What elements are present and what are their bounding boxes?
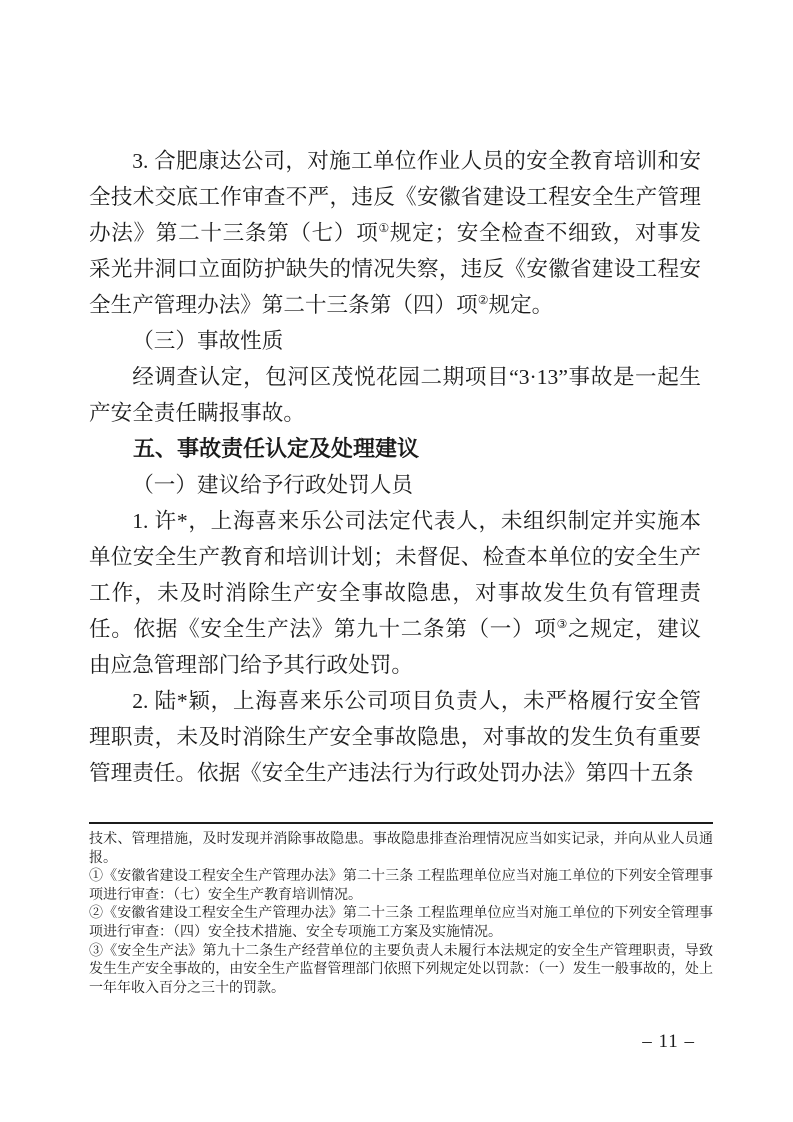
paragraph-person-2-lu: 2. 陆*颖，上海喜来乐公司项目负责人，未严格履行安全管理职责，未及时消除生产安全事故隐患，对事故的发生负有重要管理责任。依据《安全生产违法行为行政处罚办法》第四十五条	[89, 689, 701, 785]
heading-accident-nature: （三）事故性质	[132, 329, 284, 353]
footnote-3: ③《安全生产法》第九十二条生产经营单位的主要负责人未履行本法规定的安全生产管理职责，导致发生生产安全事故的，由安全生产监督管理部门依照下列规定处以罚款：（一）发生一般事故的，处上一年年收入百分之三十的罚款。	[89, 943, 713, 996]
paragraph-text: 1. 许*，上海喜来乐公司法定代表人，未组织制定并实施本单位安全生产教育和培训计划；未督促、检查本单位的安全生产工作，未及时消除生产安全事故隐患，对事故发生负有管理责任。依据《安全生产法》第九十二条第（一）项	[89, 509, 701, 641]
paragraph-text: 之规定，建议由应急管理部门给予其行政处罚。	[89, 617, 701, 677]
footnotes-section	[89, 822, 713, 998]
paragraph-text: 3. 合肥康达公司，对施工单位作业人员的安全教育培训和安全技术交底工作审查不严，违反《安徽省建设工程安全生产管理办法》第二十三条第（七）项	[89, 149, 701, 245]
page-number: – 11 –	[642, 1031, 695, 1052]
paragraph-text: 规定。	[488, 293, 554, 317]
footnote-ref-1: ①	[378, 220, 390, 235]
footnote-carryover: 技术、管理措施，及时发现并消除事故隐患。事故隐患排查治理情况应当如实记录，并向从业人员通报。	[89, 832, 713, 866]
footnote-ref-3: ③	[556, 616, 569, 631]
footnote-2: ②《安徽省建设工程安全生产管理办法》第二十三条 工程监理单位应当对施工单位的下列安全管理事项进行审查：（四）安全技术措施、安全专项施工方案及实施情况。	[89, 906, 713, 940]
paragraph-accident-determination: 经调查认定，包河区茂悦花园二期项目“3·13”事故是一起生产安全责任瞒报事故。	[89, 365, 701, 425]
footnote-ref-2: ②	[477, 292, 489, 307]
paragraph-supervisor-violations	[89, 143, 701, 323]
document-body	[89, 143, 701, 791]
footnote-1: ①《安徽省建设工程安全生产管理办法》第二十三条 工程监理单位应当对施工单位的下列安全管理事项进行审查：（七）安全生产教育培训情况。	[89, 869, 713, 903]
paragraph-text: 规定；安全检查不细致，对事发采光井洞口立面防护缺失的情况失察，违反《安徽省建设工程安全生产管理办法》第二十三条第（四）项	[89, 221, 701, 317]
heading-subsection-1: （一）建议给予行政处罚人员	[132, 473, 413, 497]
heading-section-5: 五、事故责任认定及处理建议	[133, 436, 420, 461]
paragraph-person-1-xu	[89, 503, 701, 683]
